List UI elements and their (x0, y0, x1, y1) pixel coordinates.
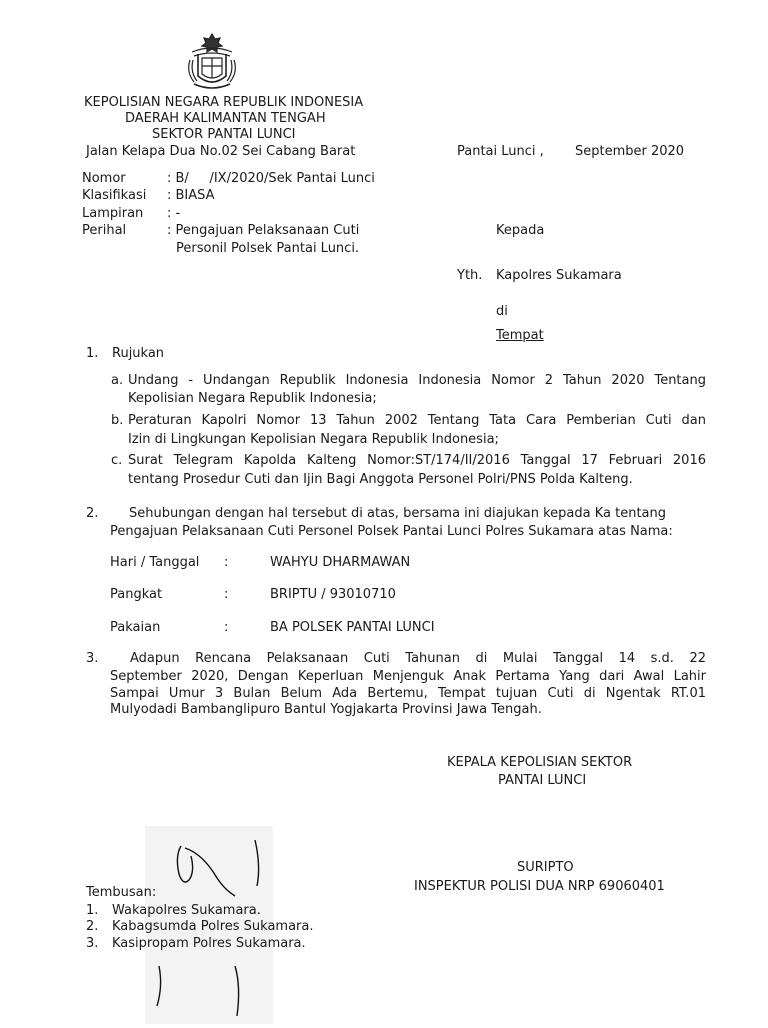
detail-value-hari: WAHYU DHARMAWAN (270, 555, 411, 570)
klasifikasi-label: Klasifikasi (82, 188, 147, 203)
yth-label: Yth. (457, 268, 483, 283)
ref-b-line2: Izin di Lingkungan Kepolisian Negara Republik Indonesia; (128, 432, 499, 447)
polri-emblem-icon (184, 30, 240, 92)
detail-value-pangkat: BRIPTU / 93010710 (270, 587, 396, 602)
detail-colon-pakaian: : (224, 620, 229, 635)
klasifikasi-value: : BIASA (167, 188, 215, 203)
cc-item-3: Kasipropam Polres Sukamara. (112, 936, 306, 951)
item3-line1: Adapun Rencana Pelaksanaan Cuti Tahunan di Mulai Tanggal 14 s.d. 22 (130, 651, 706, 666)
letter-place: Pantai Lunci , (457, 144, 544, 159)
lampiran-value: : - (167, 206, 181, 221)
ref-c-line2: tentang Prosedur Cuti dan Ijin Bagi Anggota Personel Polri/PNS Polda Kalteng. (128, 472, 633, 487)
signatory-title-2: PANTAI LUNCI (498, 773, 587, 788)
perihal-value-2: Personil Polsek Pantai Lunci. (176, 241, 360, 256)
org-name-line1: KEPOLISIAN NEGARA REPUBLIK INDONESIA (84, 95, 364, 110)
cc-item-1: Wakapolres Sukamara. (112, 903, 261, 918)
detail-label-pakaian: Pakaian (110, 620, 161, 635)
kepada-label: Kepada (496, 223, 545, 238)
ref-a-line1: Undang - Undangan Republik Indonesia Indonesia Nomor 2 Tahun 2020 Tentang (128, 373, 706, 388)
detail-colon-pangkat: : (224, 587, 229, 602)
item3-line3: Sampai Umur 3 Bulan Belum Ada Bertemu, Tempat tujuan Cuti di Ngentak RT.01 (110, 686, 706, 701)
item2-line1: Sehubungan dengan hal tersebut di atas, bersama ini diajukan kepada Ka tentang (129, 506, 666, 521)
item3-line2: September 2020, Dengan Keperluan Menjenguk Anak Pertama Yang dari Awal Lahir (110, 669, 706, 684)
cc-item-number-2: 2. (86, 919, 99, 934)
item1-number: 1. (86, 346, 99, 361)
signatory-name: SURIPTO (517, 860, 574, 875)
ref-c-line1: Surat Telegram Kapolda Kalteng Nomor:ST/174/II/2016 Tanggal 17 Februari 2016 (128, 453, 706, 468)
ref-a-letter: a. (111, 373, 124, 388)
org-name-line3: SEKTOR PANTAI LUNCI (152, 127, 296, 142)
cc-item-2: Kabagsumda Polres Sukamara. (112, 919, 314, 934)
perihal-value-1: : Pengajuan Pelaksanaan Cuti (167, 223, 360, 238)
lampiran-label: Lampiran (82, 206, 144, 221)
item2-number: 2. (86, 506, 99, 521)
nomor-value: : B/ /IX/2020/Sek Pantai Lunci (167, 171, 375, 186)
ref-b-letter: b. (111, 413, 124, 428)
recipient-name: Kapolres Sukamara (496, 268, 622, 283)
detail-label-pangkat: Pangkat (110, 587, 163, 602)
cc-title: Tembusan: (86, 885, 157, 900)
perihal-label: Perihal (82, 223, 127, 238)
detail-value-pakaian: BA POLSEK PANTAI LUNCI (270, 620, 435, 635)
letter-date: September 2020 (575, 144, 685, 159)
cc-item-number-1: 1. (86, 903, 99, 918)
signatory-title-1: KEPALA KEPOLISIAN SEKTOR (447, 755, 633, 770)
nomor-label: Nomor (82, 171, 126, 186)
detail-label-hari: Hari / Tanggal (110, 555, 200, 570)
org-name-line2: DAERAH KALIMANTAN TENGAH (125, 111, 326, 126)
item3-line4: Mulyodadi Bambanglipuro Bantul Yogjakarta Provinsi Jawa Tengah. (110, 702, 542, 717)
detail-colon-hari: : (224, 555, 229, 570)
cc-item-number-3: 3. (86, 936, 99, 951)
office-address: Jalan Kelapa Dua No.02 Sei Cabang Barat (86, 144, 356, 159)
item1-title: Rujukan (112, 346, 165, 361)
tempat-label: Tempat (496, 328, 544, 343)
ref-c-letter: c. (111, 453, 123, 468)
ref-b-line1: Peraturan Kapolri Nomor 13 Tahun 2002 Tentang Tata Cara Pemberian Cuti dan (128, 413, 706, 428)
ref-a-line2: Kepolisian Negara Republik Indonesia; (128, 391, 377, 406)
di-label: di (496, 304, 508, 319)
signatory-rank: INSPEKTUR POLISI DUA NRP 69060401 (414, 879, 665, 894)
item2-line2: Pengajuan Pelaksanaan Cuti Personel Polsek Pantai Lunci Polres Sukamara atas Nama: (110, 524, 673, 539)
item3-number: 3. (86, 651, 99, 666)
